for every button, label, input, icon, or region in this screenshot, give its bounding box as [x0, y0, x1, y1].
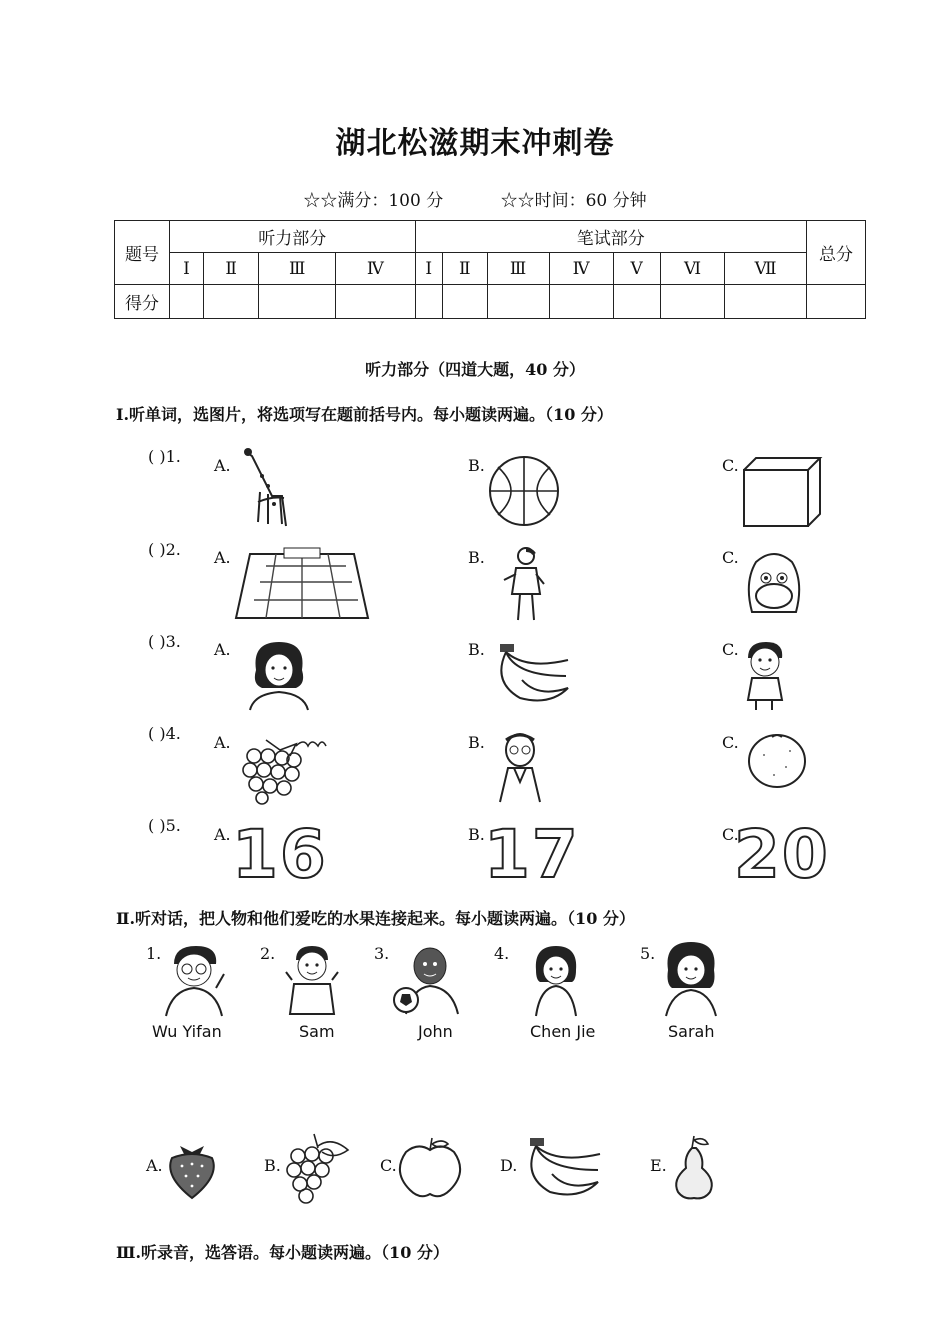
col-writing-3: Ⅲ — [487, 253, 549, 285]
option-a-label: A. — [214, 733, 231, 752]
fruit-letter: C. — [380, 1156, 397, 1175]
monkey-bag-icon — [742, 546, 806, 620]
basketball-icon — [488, 455, 560, 527]
score-cell[interactable] — [725, 285, 807, 319]
col-writing-2: Ⅱ — [442, 253, 487, 285]
person-name: Chen Jie — [530, 1022, 596, 1041]
fruit-letter: A. — [146, 1156, 163, 1175]
full-score: ☆☆满分：100 分 — [303, 191, 444, 211]
exam-meta — [0, 186, 950, 211]
map-icon — [236, 546, 368, 620]
person-name: Sam — [299, 1022, 335, 1041]
score-cell[interactable] — [613, 285, 660, 319]
grapes-icon — [236, 734, 326, 804]
listening-section-heading: 听力部分（四道大题，40 分） — [365, 360, 585, 379]
man-icon — [500, 546, 550, 624]
question-number: ( )3. — [148, 632, 181, 651]
question-number: ( )4. — [148, 724, 181, 743]
boy-with-glasses-icon — [160, 944, 230, 1016]
person-name: Sarah — [668, 1022, 715, 1041]
person-number: 3. — [374, 944, 390, 963]
col-writing-5: Ⅴ — [613, 253, 660, 285]
question-number: ( )2. — [148, 540, 181, 559]
option-b-label: B. — [468, 825, 485, 844]
grandpa-icon — [492, 732, 548, 804]
col-writing-4: Ⅳ — [549, 253, 613, 285]
col-listening-3: Ⅲ — [259, 253, 336, 285]
number-card-a: 16 — [232, 816, 328, 893]
col-listening-1: Ⅰ — [170, 253, 204, 285]
option-b-label: B. — [468, 456, 485, 475]
option-a-label: A. — [214, 825, 231, 844]
time-limit: ☆☆时间：60 分钟 — [500, 191, 647, 211]
score-cell[interactable] — [660, 285, 724, 319]
option-a-label: A. — [214, 640, 231, 659]
strawberry-icon — [166, 1136, 218, 1200]
score-cell[interactable] — [487, 285, 549, 319]
giraffe-icon — [238, 446, 294, 528]
option-b-label: B. — [468, 548, 485, 567]
score-cell[interactable] — [549, 285, 613, 319]
bananas-icon — [520, 1134, 602, 1200]
girl-sarah-icon — [660, 940, 722, 1016]
part1-heading: Ⅰ.听单词，选图片，将选项写在题前括号内。每小题读两遍。（10 分） — [116, 405, 613, 424]
fruit-letter: E. — [650, 1156, 667, 1175]
header-total: 总分 — [807, 221, 866, 285]
option-a-label: A. — [214, 456, 231, 475]
option-b-label: B. — [468, 640, 485, 659]
col-writing-1: Ⅰ — [415, 253, 442, 285]
person-name: John — [418, 1022, 453, 1041]
girl-chen-jie-icon — [526, 944, 586, 1016]
header-writing: 笔试部分 — [415, 221, 807, 253]
fruit-letter: B. — [264, 1156, 281, 1175]
score-cell[interactable] — [442, 285, 487, 319]
pear-icon — [668, 1132, 718, 1200]
person-number: 4. — [494, 944, 510, 963]
part3-heading: Ⅲ.听录音，选答语。每小题读两遍。（10 分） — [116, 1243, 449, 1262]
option-c-label: C. — [722, 733, 739, 752]
score-cell[interactable] — [807, 285, 866, 319]
person-number: 2. — [260, 944, 276, 963]
score-cell[interactable] — [170, 285, 204, 319]
score-cell[interactable] — [415, 285, 442, 319]
score-cell[interactable] — [336, 285, 415, 319]
part2-heading: Ⅱ.听对话，把人物和他们爱吃的水果连接起来。每小题读两遍。（10 分） — [116, 909, 635, 928]
col-listening-2: Ⅱ — [204, 253, 259, 285]
option-a-label: A. — [214, 548, 231, 567]
header-listening: 听力部分 — [170, 221, 416, 253]
col-listening-4: Ⅳ — [336, 253, 415, 285]
score-cell[interactable] — [259, 285, 336, 319]
apple-icon — [398, 1136, 464, 1198]
question-number: ( )5. — [148, 816, 181, 835]
score-row-label: 得分 — [115, 285, 170, 319]
number-card-b: 17 — [484, 816, 580, 893]
question-number: ( )1. — [148, 447, 181, 466]
option-c-label: C. — [722, 825, 739, 844]
option-c-label: C. — [722, 456, 739, 475]
page-title: 湖北松滋期末冲刺卷 — [335, 126, 615, 161]
option-b-label: B. — [468, 733, 485, 752]
boy-john-icon — [392, 942, 464, 1016]
header-number: 题号 — [115, 221, 170, 285]
boy-icon — [742, 640, 788, 712]
option-c-label: C. — [722, 548, 739, 567]
score-cell[interactable] — [204, 285, 259, 319]
col-writing-6: Ⅵ — [660, 253, 724, 285]
woman-icon — [248, 640, 310, 710]
score-table — [114, 220, 866, 319]
person-name: Wu Yifan — [152, 1022, 222, 1041]
bananas-icon — [490, 640, 570, 702]
orange-icon — [746, 731, 808, 789]
box-icon — [742, 456, 824, 528]
number-card-c: 20 — [734, 816, 830, 893]
grapes-icon — [284, 1132, 352, 1204]
person-number: 1. — [146, 944, 162, 963]
option-c-label: C. — [722, 640, 739, 659]
fruit-letter: D. — [500, 1156, 518, 1175]
boy-sam-icon — [282, 944, 342, 1016]
person-number: 5. — [640, 944, 656, 963]
col-writing-7: Ⅶ — [725, 253, 807, 285]
